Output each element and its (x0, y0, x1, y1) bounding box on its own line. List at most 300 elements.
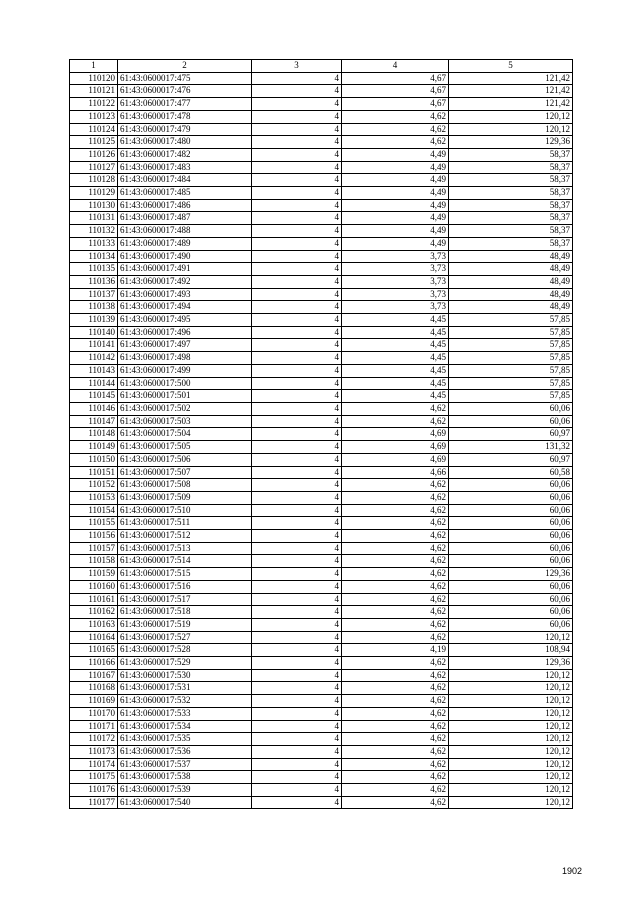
value-4-cell: 4,62 (342, 796, 449, 809)
value-5-cell: 60,06 (449, 402, 573, 415)
cadastral-number-cell: 61:43:0600017:506 (118, 453, 252, 466)
value-5-cell: 120,12 (449, 669, 573, 682)
value-5-cell: 48,49 (449, 288, 573, 301)
row-number-cell: 110150 (70, 453, 118, 466)
value-3-cell: 4 (252, 707, 342, 720)
value-3-cell: 4 (252, 402, 342, 415)
row-number-cell: 110159 (70, 568, 118, 581)
value-4-cell: 4,49 (342, 237, 449, 250)
cadastral-number-cell: 61:43:0600017:489 (118, 237, 252, 250)
value-3-cell: 4 (252, 453, 342, 466)
cadastral-number-cell: 61:43:0600017:486 (118, 199, 252, 212)
value-4-cell: 4,19 (342, 644, 449, 657)
value-3-cell: 4 (252, 466, 342, 479)
table-row (70, 758, 573, 771)
value-3-cell: 4 (252, 631, 342, 644)
row-number-cell: 110171 (70, 720, 118, 733)
value-3-cell: 4 (252, 542, 342, 555)
table-row (70, 796, 573, 809)
value-4-cell: 4,45 (342, 326, 449, 339)
value-4-cell: 4,62 (342, 695, 449, 708)
row-number-cell: 110139 (70, 314, 118, 327)
value-4-cell: 4,62 (342, 568, 449, 581)
value-4-cell: 4,62 (342, 771, 449, 784)
cadastral-number-cell: 61:43:0600017:492 (118, 275, 252, 288)
row-number-cell: 110138 (70, 301, 118, 314)
cadastral-number-cell: 61:43:0600017:510 (118, 504, 252, 517)
value-5-cell: 120,12 (449, 720, 573, 733)
value-4-cell: 4,62 (342, 733, 449, 746)
value-5-cell: 60,97 (449, 428, 573, 441)
value-3-cell: 4 (252, 275, 342, 288)
value-4-cell: 4,49 (342, 187, 449, 200)
cadastral-number-cell: 61:43:0600017:499 (118, 364, 252, 377)
value-3-cell: 4 (252, 491, 342, 504)
value-3-cell: 4 (252, 720, 342, 733)
row-number-cell: 110154 (70, 504, 118, 517)
value-4-cell: 4,62 (342, 542, 449, 555)
value-5-cell: 60,06 (449, 542, 573, 555)
value-5-cell: 121,42 (449, 85, 573, 98)
cadastral-number-cell: 61:43:0600017:539 (118, 784, 252, 797)
cadastral-number-cell: 61:43:0600017:527 (118, 631, 252, 644)
row-number-cell: 110137 (70, 288, 118, 301)
row-number-cell: 110129 (70, 187, 118, 200)
cadastral-number-cell: 61:43:0600017:498 (118, 352, 252, 365)
value-3-cell: 4 (252, 237, 342, 250)
value-4-cell: 4,49 (342, 161, 449, 174)
value-5-cell: 60,06 (449, 504, 573, 517)
value-3-cell: 4 (252, 123, 342, 136)
value-4-cell: 4,45 (342, 390, 449, 403)
value-4-cell: 4,62 (342, 491, 449, 504)
row-number-cell: 110135 (70, 263, 118, 276)
table-row (70, 530, 573, 543)
column-header: 4 (342, 60, 449, 73)
table-row (70, 784, 573, 797)
value-4-cell: 4,45 (342, 377, 449, 390)
row-number-cell: 110131 (70, 212, 118, 225)
cadastral-number-cell: 61:43:0600017:479 (118, 123, 252, 136)
cadastral-number-cell: 61:43:0600017:537 (118, 758, 252, 771)
value-5-cell: 48,49 (449, 250, 573, 263)
value-5-cell: 60,06 (449, 491, 573, 504)
row-number-cell: 110172 (70, 733, 118, 746)
cadastral-number-cell: 61:43:0600017:507 (118, 466, 252, 479)
value-5-cell: 48,49 (449, 301, 573, 314)
table-row (70, 187, 573, 200)
value-4-cell: 4,49 (342, 174, 449, 187)
value-4-cell: 4,69 (342, 441, 449, 454)
table-row (70, 136, 573, 149)
value-4-cell: 4,69 (342, 453, 449, 466)
value-3-cell: 4 (252, 339, 342, 352)
row-number-cell: 110152 (70, 479, 118, 492)
table-row (70, 491, 573, 504)
row-number-cell: 110176 (70, 784, 118, 797)
row-number-cell: 110149 (70, 441, 118, 454)
value-4-cell: 4,45 (342, 352, 449, 365)
row-number-cell: 110120 (70, 72, 118, 85)
value-3-cell: 4 (252, 555, 342, 568)
value-3-cell: 4 (252, 85, 342, 98)
row-number-cell: 110175 (70, 771, 118, 784)
value-4-cell: 3,73 (342, 288, 449, 301)
value-4-cell: 3,73 (342, 250, 449, 263)
cadastral-number-cell: 61:43:0600017:478 (118, 110, 252, 123)
value-4-cell: 4,62 (342, 618, 449, 631)
value-3-cell: 4 (252, 784, 342, 797)
table-row (70, 428, 573, 441)
value-3-cell: 4 (252, 377, 342, 390)
value-3-cell: 4 (252, 390, 342, 403)
value-3-cell: 4 (252, 72, 342, 85)
column-header: 5 (449, 60, 573, 73)
value-3-cell: 4 (252, 657, 342, 670)
value-5-cell: 120,12 (449, 110, 573, 123)
cadastral-number-cell: 61:43:0600017:502 (118, 402, 252, 415)
value-3-cell: 4 (252, 161, 342, 174)
value-4-cell: 4,49 (342, 212, 449, 225)
row-number-cell: 110125 (70, 136, 118, 149)
cadastral-number-cell: 61:43:0600017:518 (118, 606, 252, 619)
row-number-cell: 110132 (70, 225, 118, 238)
table-row (70, 542, 573, 555)
value-4-cell: 4,62 (342, 682, 449, 695)
value-3-cell: 4 (252, 644, 342, 657)
row-number-cell: 110147 (70, 415, 118, 428)
value-4-cell: 4,62 (342, 657, 449, 670)
value-3-cell: 4 (252, 504, 342, 517)
column-header: 2 (118, 60, 252, 73)
table-row (70, 568, 573, 581)
row-number-cell: 110157 (70, 542, 118, 555)
value-3-cell: 4 (252, 352, 342, 365)
table-row (70, 85, 573, 98)
row-number-cell: 110126 (70, 148, 118, 161)
value-3-cell: 4 (252, 669, 342, 682)
row-number-cell: 110153 (70, 491, 118, 504)
cadastral-number-cell: 61:43:0600017:501 (118, 390, 252, 403)
row-number-cell: 110142 (70, 352, 118, 365)
cadastral-number-cell: 61:43:0600017:496 (118, 326, 252, 339)
value-5-cell: 60,06 (449, 479, 573, 492)
column-header: 3 (252, 60, 342, 73)
cadastral-number-cell: 61:43:0600017:508 (118, 479, 252, 492)
value-3-cell: 4 (252, 250, 342, 263)
table-row (70, 352, 573, 365)
table-row (70, 98, 573, 111)
value-5-cell: 58,37 (449, 161, 573, 174)
value-5-cell: 120,12 (449, 771, 573, 784)
table-row (70, 606, 573, 619)
value-3-cell: 4 (252, 695, 342, 708)
value-3-cell: 4 (252, 771, 342, 784)
table-row (70, 250, 573, 263)
table-row (70, 695, 573, 708)
value-3-cell: 4 (252, 98, 342, 111)
value-3-cell: 4 (252, 796, 342, 809)
table-row (70, 339, 573, 352)
row-number-cell: 110122 (70, 98, 118, 111)
table-row (70, 110, 573, 123)
table-row (70, 415, 573, 428)
row-number-cell: 110140 (70, 326, 118, 339)
value-5-cell: 120,12 (449, 796, 573, 809)
value-3-cell: 4 (252, 682, 342, 695)
cadastral-number-cell: 61:43:0600017:497 (118, 339, 252, 352)
value-5-cell: 48,49 (449, 263, 573, 276)
value-3-cell: 4 (252, 148, 342, 161)
row-number-cell: 110134 (70, 250, 118, 263)
table-row (70, 225, 573, 238)
table-row (70, 580, 573, 593)
row-number-cell: 110146 (70, 402, 118, 415)
value-3-cell: 4 (252, 364, 342, 377)
row-number-cell: 110155 (70, 517, 118, 530)
value-3-cell: 4 (252, 136, 342, 149)
table-row (70, 504, 573, 517)
cadastral-number-cell: 61:43:0600017:511 (118, 517, 252, 530)
cadastral-number-cell: 61:43:0600017:513 (118, 542, 252, 555)
table-row (70, 517, 573, 530)
table-row (70, 314, 573, 327)
table-row (70, 288, 573, 301)
value-4-cell: 4,62 (342, 580, 449, 593)
value-3-cell: 4 (252, 530, 342, 543)
row-number-cell: 110164 (70, 631, 118, 644)
cadastral-number-cell: 61:43:0600017:503 (118, 415, 252, 428)
value-3-cell: 4 (252, 580, 342, 593)
cadastral-number-cell: 61:43:0600017:494 (118, 301, 252, 314)
row-number-cell: 110124 (70, 123, 118, 136)
cadastral-number-cell: 61:43:0600017:475 (118, 72, 252, 85)
value-5-cell: 60,06 (449, 606, 573, 619)
value-4-cell: 4,62 (342, 606, 449, 619)
table-row (70, 733, 573, 746)
row-number-cell: 110141 (70, 339, 118, 352)
value-4-cell: 3,73 (342, 275, 449, 288)
value-5-cell: 60,06 (449, 415, 573, 428)
cadastral-number-cell: 61:43:0600017:538 (118, 771, 252, 784)
data-table (69, 59, 573, 809)
table-row (70, 466, 573, 479)
row-number-cell: 110136 (70, 275, 118, 288)
value-4-cell: 4,69 (342, 428, 449, 441)
table-row (70, 123, 573, 136)
value-5-cell: 60,06 (449, 618, 573, 631)
value-5-cell: 120,12 (449, 733, 573, 746)
value-5-cell: 60,58 (449, 466, 573, 479)
cadastral-number-cell: 61:43:0600017:500 (118, 377, 252, 390)
row-number-cell: 110169 (70, 695, 118, 708)
table-row (70, 644, 573, 657)
table-row (70, 161, 573, 174)
row-number-cell: 110145 (70, 390, 118, 403)
table-row (70, 212, 573, 225)
row-number-cell: 110173 (70, 745, 118, 758)
table-row (70, 593, 573, 606)
value-4-cell: 4,62 (342, 745, 449, 758)
value-4-cell: 4,62 (342, 758, 449, 771)
value-5-cell: 48,49 (449, 275, 573, 288)
value-5-cell: 60,06 (449, 530, 573, 543)
table-row (70, 771, 573, 784)
value-3-cell: 4 (252, 758, 342, 771)
table-row (70, 301, 573, 314)
value-3-cell: 4 (252, 314, 342, 327)
value-5-cell: 120,12 (449, 682, 573, 695)
value-4-cell: 4,62 (342, 555, 449, 568)
value-3-cell: 4 (252, 326, 342, 339)
row-number-cell: 110144 (70, 377, 118, 390)
value-5-cell: 58,37 (449, 174, 573, 187)
table-row (70, 377, 573, 390)
value-4-cell: 4,62 (342, 530, 449, 543)
table-row (70, 657, 573, 670)
value-4-cell: 4,67 (342, 85, 449, 98)
value-4-cell: 4,62 (342, 784, 449, 797)
cadastral-number-cell: 61:43:0600017:532 (118, 695, 252, 708)
value-4-cell: 4,45 (342, 364, 449, 377)
cadastral-number-cell: 61:43:0600017:491 (118, 263, 252, 276)
table-row (70, 479, 573, 492)
value-4-cell: 4,62 (342, 517, 449, 530)
row-number-cell: 110168 (70, 682, 118, 695)
table-header-row (70, 60, 573, 73)
cadastral-number-cell: 61:43:0600017:485 (118, 187, 252, 200)
value-4-cell: 4,62 (342, 123, 449, 136)
table-row (70, 275, 573, 288)
table-row (70, 148, 573, 161)
value-5-cell: 121,42 (449, 72, 573, 85)
row-number-cell: 110130 (70, 199, 118, 212)
value-3-cell: 4 (252, 187, 342, 200)
table-row (70, 441, 573, 454)
row-number-cell: 110128 (70, 174, 118, 187)
value-5-cell: 120,12 (449, 745, 573, 758)
cadastral-number-cell: 61:43:0600017:540 (118, 796, 252, 809)
table-row (70, 72, 573, 85)
cadastral-number-cell: 61:43:0600017:477 (118, 98, 252, 111)
value-4-cell: 4,62 (342, 415, 449, 428)
value-3-cell: 4 (252, 745, 342, 758)
value-3-cell: 4 (252, 263, 342, 276)
page-number: 1902 (562, 866, 583, 876)
value-3-cell: 4 (252, 441, 342, 454)
cadastral-number-cell: 61:43:0600017:536 (118, 745, 252, 758)
row-number-cell: 110127 (70, 161, 118, 174)
row-number-cell: 110158 (70, 555, 118, 568)
value-3-cell: 4 (252, 618, 342, 631)
value-4-cell: 3,73 (342, 263, 449, 276)
row-number-cell: 110121 (70, 85, 118, 98)
table-row (70, 555, 573, 568)
row-number-cell: 110170 (70, 707, 118, 720)
value-4-cell: 4,62 (342, 110, 449, 123)
cadastral-number-cell: 61:43:0600017:517 (118, 593, 252, 606)
table-row (70, 631, 573, 644)
value-3-cell: 4 (252, 212, 342, 225)
row-number-cell: 110167 (70, 669, 118, 682)
table-row (70, 174, 573, 187)
cadastral-number-cell: 61:43:0600017:529 (118, 657, 252, 670)
table-row (70, 199, 573, 212)
value-5-cell: 131,32 (449, 441, 573, 454)
cadastral-number-cell: 61:43:0600017:482 (118, 148, 252, 161)
value-3-cell: 4 (252, 225, 342, 238)
value-5-cell: 57,85 (449, 339, 573, 352)
table-body (70, 60, 573, 809)
cadastral-number-cell: 61:43:0600017:488 (118, 225, 252, 238)
row-number-cell: 110123 (70, 110, 118, 123)
cadastral-number-cell: 61:43:0600017:493 (118, 288, 252, 301)
value-5-cell: 129,36 (449, 568, 573, 581)
value-5-cell: 120,12 (449, 631, 573, 644)
value-3-cell: 4 (252, 733, 342, 746)
cadastral-number-cell: 61:43:0600017:531 (118, 682, 252, 695)
cadastral-number-cell: 61:43:0600017:504 (118, 428, 252, 441)
table-row (70, 453, 573, 466)
value-5-cell: 120,12 (449, 784, 573, 797)
value-4-cell: 4,62 (342, 593, 449, 606)
cadastral-number-cell: 61:43:0600017:530 (118, 669, 252, 682)
row-number-cell: 110143 (70, 364, 118, 377)
value-5-cell: 58,37 (449, 237, 573, 250)
value-3-cell: 4 (252, 301, 342, 314)
value-5-cell: 57,85 (449, 364, 573, 377)
cadastral-number-cell: 61:43:0600017:515 (118, 568, 252, 581)
cadastral-number-cell: 61:43:0600017:483 (118, 161, 252, 174)
row-number-cell: 110160 (70, 580, 118, 593)
value-4-cell: 4,49 (342, 199, 449, 212)
value-3-cell: 4 (252, 288, 342, 301)
value-5-cell: 129,36 (449, 136, 573, 149)
value-5-cell: 58,37 (449, 148, 573, 161)
row-number-cell: 110151 (70, 466, 118, 479)
value-5-cell: 60,97 (449, 453, 573, 466)
table-row (70, 364, 573, 377)
value-4-cell: 4,45 (342, 314, 449, 327)
table-row (70, 618, 573, 631)
value-5-cell: 58,37 (449, 199, 573, 212)
value-3-cell: 4 (252, 606, 342, 619)
cadastral-number-cell: 61:43:0600017:512 (118, 530, 252, 543)
cadastral-number-cell: 61:43:0600017:490 (118, 250, 252, 263)
value-5-cell: 60,06 (449, 593, 573, 606)
table-row (70, 745, 573, 758)
value-5-cell: 60,06 (449, 555, 573, 568)
row-number-cell: 110162 (70, 606, 118, 619)
value-5-cell: 57,85 (449, 352, 573, 365)
value-3-cell: 4 (252, 174, 342, 187)
cadastral-number-cell: 61:43:0600017:516 (118, 580, 252, 593)
table-row (70, 263, 573, 276)
cadastral-number-cell: 61:43:0600017:487 (118, 212, 252, 225)
value-3-cell: 4 (252, 199, 342, 212)
value-5-cell: 121,42 (449, 98, 573, 111)
cadastral-number-cell: 61:43:0600017:519 (118, 618, 252, 631)
row-number-cell: 110165 (70, 644, 118, 657)
value-4-cell: 4,62 (342, 631, 449, 644)
value-5-cell: 120,12 (449, 707, 573, 720)
value-4-cell: 4,66 (342, 466, 449, 479)
value-4-cell: 4,62 (342, 402, 449, 415)
row-number-cell: 110166 (70, 657, 118, 670)
value-4-cell: 4,49 (342, 225, 449, 238)
value-4-cell: 4,62 (342, 479, 449, 492)
cadastral-number-cell: 61:43:0600017:505 (118, 441, 252, 454)
